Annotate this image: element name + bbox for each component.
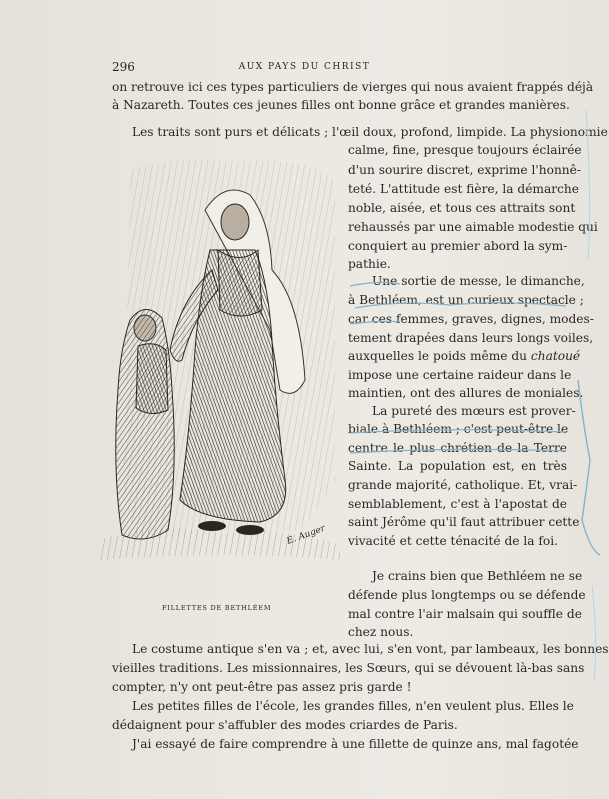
artist-signature: E. Auger [285, 523, 327, 547]
text-line: pathie. [348, 257, 391, 271]
text-line: dédaignent pour s'affubler des modes criardes de Paris. [112, 718, 458, 732]
text-line: noble, aisée, et tous ces attraits sont [348, 201, 576, 215]
text-line [348, 348, 581, 364]
text-line: mal contre l'air malsain qui souffle de [348, 607, 582, 621]
text-line: La pureté des mœurs est prover- [372, 404, 576, 418]
italic-term: chatoué [530, 349, 581, 363]
text-line: Les traits sont purs et délicats ; l'œil doux, profond, limpide. La physionomie [132, 125, 608, 139]
text-line: à Nazareth. Toutes ces jeunes filles ont bonne grâce et grandes manières. [112, 98, 570, 112]
text-line: calme, fine, presque toujours éclairée [348, 143, 582, 157]
text-line: vivacité et cette ténacité de la foi. [348, 534, 559, 548]
text-line: Les petites filles de l'école, les grandes filles, n'en veulent plus. Elles le [132, 699, 574, 713]
text-line: tement drapées dans leurs longs voiles, [348, 331, 594, 345]
engraving-illustration [100, 150, 340, 590]
text-line: teté. L'attitude est fière, la démarche [348, 182, 579, 196]
text-line: vieilles traditions. Les missionnaires, les Sœurs, qui se dévouent là-bas sans [112, 661, 585, 675]
text-line: rehaussés par une aimable modestie qui [348, 220, 598, 234]
text-line: compter, n'y ont peut-être pas assez pris garde ! [112, 680, 412, 694]
text-line: car ces femmes, graves, dignes, modes- [348, 312, 594, 326]
text-line: Une sortie de messe, le dimanche, [372, 274, 585, 288]
text-line: à Bethléem, est un curieux spectacle ; [348, 293, 584, 307]
text-line: maintien, ont des allures de moniales. [348, 386, 584, 400]
text-line: d'un sourire discret, exprime l'honnê- [348, 163, 581, 177]
text-line: défende plus longtemps ou se défende [348, 588, 586, 602]
text-line: centre le plus chrétien de la Terre [348, 441, 567, 455]
text-line: saint Jérôme qu'il faut attribuer cette [348, 515, 580, 529]
text-line: impose une certaine raideur dans le [348, 368, 572, 382]
running-title: AUX PAYS DU CHRIST [238, 62, 371, 72]
text-fragment: auxquelles le poids même du [348, 349, 528, 363]
text-line: biale à Bethléem ; c'est peut-être le [348, 422, 569, 436]
woman-bodice [218, 250, 262, 316]
child-vest [136, 344, 168, 414]
text-line: on retrouve ici ces types particuliers de vierges qui nous avaient frappés déjà [112, 80, 594, 94]
text-line: semblablement, c'est à l'apostat de [348, 497, 567, 511]
text-line: Sainte. La population est, en très [348, 459, 567, 473]
text-line: grande majorité, catholique. Et, vrai- [348, 478, 578, 492]
woman-foot [236, 525, 264, 535]
margin-mark [592, 585, 596, 680]
page-number: 296 [112, 60, 135, 74]
text-line: conquiert au premier abord la sym- [348, 239, 568, 253]
margin-mark [578, 380, 600, 555]
text-line: J'ai essayé de faire comprendre à une fillette de quinze ans, mal fagotée [132, 737, 579, 751]
woman-face [221, 204, 249, 240]
text-line: chez nous. [348, 625, 414, 639]
text-line: Je crains bien que Bethléem ne se [372, 569, 583, 583]
woman-foot [198, 521, 226, 531]
illustration-caption: FILLETTES DE BETHLÉEM [162, 604, 272, 612]
text-line: Le costume antique s'en va ; et, avec lui, s'en vont, par lambeaux, les bonnes [132, 642, 609, 656]
